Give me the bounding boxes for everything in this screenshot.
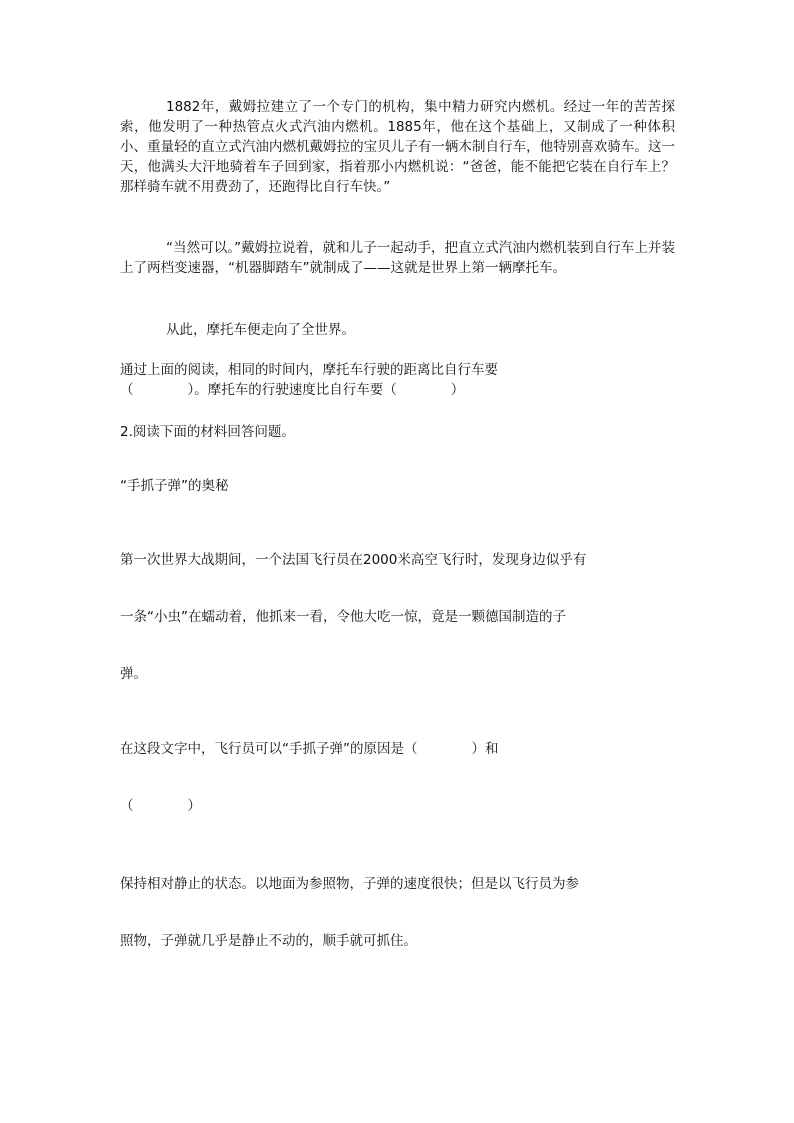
answer-line-1: 保持相对静止的状态。以地面为参照物，子弹的速度很快；但是以飞行员为参 [120, 876, 579, 892]
passage-paragraph-1-text: 1882年，戴姆拉建立了一个专门的机构，集中精力研究内燃机。经过一年的苦苦探索，他发明了一种热管点火式汽油内燃机。1885年，他在这个基础上，又制成了一种体积小、重量轻的直立式汽油内燃机戴姆拉的宝贝儿子有一辆木制自行车，他特别喜欢骑车。这一天，他满头大汗地骑着车子回到家，指着那小内燃机说：“爸爸，能不能把它装在自行车上？那样骑车就不用费劲了，还跑得比自行车快。” [120, 99, 675, 195]
passage-paragraph-1 [120, 97, 675, 197]
question-1-line-2: （ ）。摩托车的行驶速度比自行车要（ ） [120, 382, 465, 398]
question-2-prompt-line-1: 在这段文字中，飞行员可以“手抓子弹”的原因是（ ）和 [120, 741, 499, 757]
passage-paragraph-2-text: “当然可以。”戴姆拉说着，就和儿子一起动手，把直立式汽油内燃机装到自行车上并装上了两档变速器，“机器脚踏车”就制成了——这就是世界上第一辆摩托车。 [120, 240, 675, 276]
passage-paragraph-2 [120, 238, 675, 278]
article-body-line-2: 一条“小虫”在蠕动着，他抓来一看，令他大吃一惊，竟是一颗德国制造的子 [120, 609, 566, 625]
question-2-prompt-line-2: （ ） [120, 798, 201, 814]
passage-paragraph-3-text: 从此，摩托车便走向了全世界。 [166, 322, 355, 338]
article-body-line-1: 第一次世界大战期间，一个法国飞行员在2000米高空飞行时，发现身边似乎有 [120, 552, 587, 568]
passage-paragraph-3 [120, 320, 675, 340]
article-title: “手抓子弹”的奥秘 [120, 478, 229, 494]
answer-line-2: 照物，子弹就几乎是静止不动的，顺手就可抓住。 [120, 933, 417, 949]
question-1-line-1: 通过上面的阅读，相同的时间内，摩托车行驶的距离比自行车要 [120, 362, 498, 378]
question-2-heading: 2.阅读下面的材料回答问题。 [120, 424, 295, 440]
article-body-line-3: 弹。 [120, 666, 147, 682]
